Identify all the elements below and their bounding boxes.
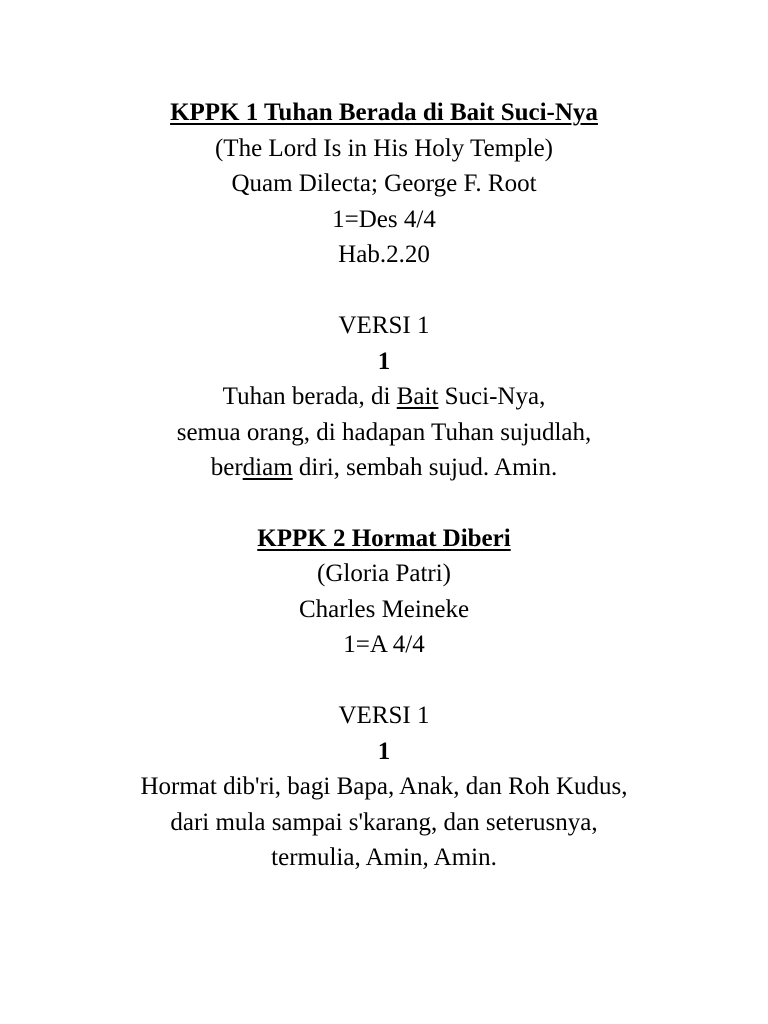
song-key: 1=A 4/4	[343, 631, 425, 658]
song-reference: Hab.2.20	[338, 241, 430, 268]
spacer	[0, 663, 768, 699]
song-title: KPPK 1 Tuhan Berada di Bait Suci-Nya	[170, 99, 598, 126]
song-kppk-1	[0, 95, 768, 486]
lyric-underlined-text: Bait	[396, 383, 439, 410]
lyric-text: Tuhan berada, di	[222, 383, 397, 410]
song-composer: Quam Dilecta; George F. Root	[231, 170, 537, 197]
verse-label: VERSI 1	[338, 312, 430, 339]
song-key: 1=Des 4/4	[332, 205, 436, 233]
lyric-underlined-text: diam	[242, 454, 293, 481]
lyric-line: dari mula sampai s'karang, dan seterusnya,	[170, 808, 598, 836]
verse-number: 1	[377, 737, 391, 765]
lyric-line: termulia, Amin, Amin.	[271, 844, 497, 871]
verse-number: 1	[377, 347, 391, 375]
lyric-text: Suci-Nya,	[438, 383, 546, 410]
lyric-line	[0, 450, 768, 486]
lyric-text: ber	[210, 454, 243, 481]
song-subtitle: (Gloria Patri)	[317, 560, 451, 587]
song-composer: Charles Meineke	[298, 595, 470, 623]
verse-label: VERSI 1	[338, 702, 430, 729]
song-kppk-2	[0, 521, 768, 876]
spacer	[0, 273, 768, 309]
song-title: KPPK 2 Hormat Diberi	[257, 524, 511, 552]
lyric-line	[0, 379, 768, 415]
lyric-line: Hormat dib'ri, bagi Bapa, Anak, dan Roh Kudus,	[140, 773, 628, 800]
song-subtitle: (The Lord Is in His Holy Temple)	[214, 134, 553, 162]
lyric-line: semua orang, di hadapan Tuhan sujudlah,	[176, 418, 592, 446]
lyric-text: diri, sembah sujud. Amin.	[292, 454, 558, 481]
